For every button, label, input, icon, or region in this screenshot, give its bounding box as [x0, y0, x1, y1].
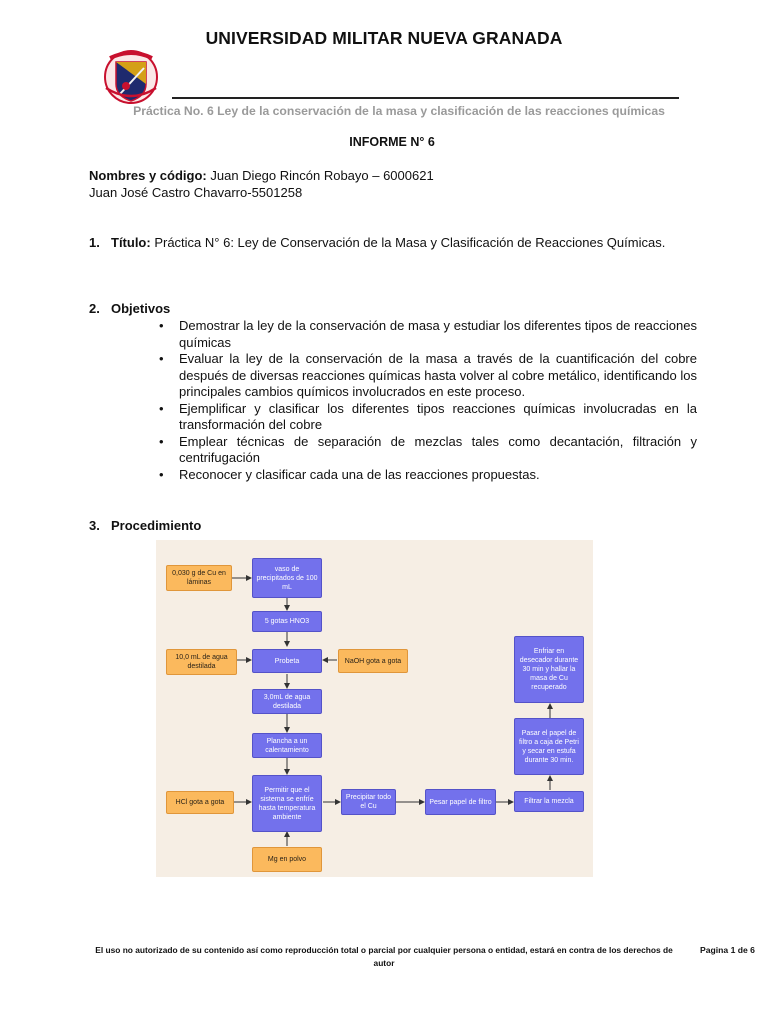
flow-vaso: vaso de precipitados de 100 mL [252, 558, 322, 598]
flow-agua-10: 10,0 mL de agua destilada [166, 649, 237, 675]
objective-item: • Ejemplificar y clasificar los diferentes tipos reacciones químicas involucradas en la transformación del cobre [159, 400, 697, 432]
section-1-number: 1. [89, 235, 100, 250]
flow-hno3: 5 gotas HNO3 [252, 611, 322, 632]
flow-enfriar: Enfriar en desecador durante 30 min y hallar la masa de Cu recuperado [514, 636, 584, 703]
report-heading: INFORME N° 6 [349, 135, 435, 149]
section-2-label: Objetivos [111, 301, 171, 316]
flow-agua-3: 3,0mL de agua destilada [252, 689, 322, 714]
flow-cu-laminas: 0,030 g de Cu en láminas [166, 565, 232, 591]
flow-mg: Mg en polvo [252, 847, 322, 872]
objective-item: • Reconocer y clasificar cada una de las reacciones propuestas. [159, 466, 540, 482]
university-name: UNIVERSIDAD MILITAR NUEVA GRANADA [205, 28, 563, 48]
section-1-label: Título: [111, 235, 151, 250]
copyright-notice: El uso no autorizado de su contenido así como reproducción total o parcial por cualquier persona o entidad, estará en contra de los derechos de autor [95, 945, 673, 968]
names-line-1 [89, 168, 434, 185]
section-2-number: 2. [89, 301, 100, 316]
flow-pasar: Pasar el papel de filtro a caja de Petri y secar en estufa durante 30 min. [514, 718, 584, 775]
flow-pesar: Pesar papel de filtro [425, 789, 496, 815]
flow-precipitar: Precipitar todo el Cu [341, 789, 396, 815]
student-1: Juan Diego Rincón Robayo – 6000621 [206, 168, 434, 183]
flow-plancha: Plancha a un calentamiento [252, 733, 322, 758]
flow-hcl: HCl gota a gota [166, 791, 234, 814]
section-3-number: 3. [89, 518, 100, 533]
objective-item: • Emplear técnicas de separación de mezclas tales como decantación, filtración y centrifugación [159, 433, 697, 465]
section-1-text: Práctica N° 6: Ley de Conservación de la Masa y Clasificación de Reacciones Químicas. [150, 235, 666, 250]
objective-item: • Evaluar la ley de la conservación de la masa a través de la cuantificación del cobre después de diversas reacciones químicas hasta volver al cobre metálico, identificando los principales cambios químicos involucrados en este proceso. [159, 351, 697, 399]
university-logo [100, 46, 166, 106]
page-number: Pagina 1 de 6 [700, 945, 755, 955]
flow-naoh: NaOH gota a gota [338, 649, 408, 673]
procedure-flowchart [156, 540, 593, 877]
flow-filtrar: Filtrar la mezcla [514, 791, 584, 812]
objective-item: • Demostrar la ley de la conservación de masa y estudiar los diferentes tipos de reacciones químicas [159, 318, 697, 350]
student-2: Juan José Castro Chavarro-5501258 [89, 185, 303, 200]
objectives-list [157, 318, 697, 483]
flow-enfrie: Permitir que el sistema se enfríe hasta temperatura ambiente [252, 775, 322, 832]
practice-subtitle: Práctica No. 6 Ley de la conservación de la masa y clasificación de las reacciones químicas [133, 104, 665, 118]
flow-probeta: Probeta [252, 649, 322, 673]
section-3-label: Procedimiento [111, 518, 202, 533]
header-rule [172, 97, 679, 99]
university-shield-icon [100, 46, 166, 106]
section-1-title [111, 235, 697, 252]
names-label: Nombres y código: [89, 168, 207, 183]
